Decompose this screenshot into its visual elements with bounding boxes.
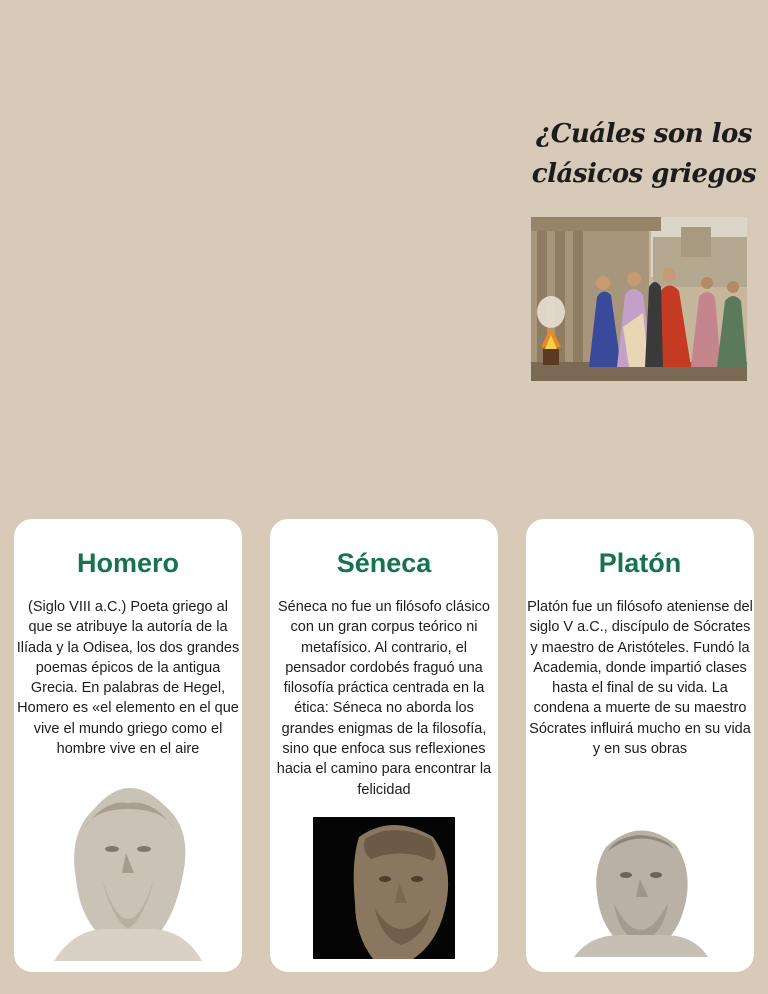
card-text-platon: Platón fue un filósofo ateniense del siglo V a.C., discípulo de Sócrates y maestro de Aristóteles. Fundó la Academia, donde impartió clases hasta el final de su vida. La condena a muerte de su maestro Sócrates influirá mucho en su vida y en sus obras (527, 599, 753, 758)
seneca-bust-image (313, 817, 455, 959)
card-title-platon: Platón (598, 548, 682, 578)
card-platon (526, 519, 754, 972)
card-title-homero: Homero (76, 548, 179, 578)
plato-bust-image (568, 817, 714, 957)
card-text-seneca: Séneca no fue un filósofo clásico con un gran corpus teórico ni metafísico. Al contrario, el pensador cordobés fraguó una filosofía práctica centrada en la ética: Séneca no aborda los grandes enigmas de la filosofía, sino que enfoca sus reflexiones hacia el camino para encontrar la felicidad (276, 599, 492, 798)
card-homero (14, 519, 242, 972)
greek-philosophers-scene-illustration (531, 217, 747, 381)
card-seneca (270, 519, 498, 972)
homer-bust-image (44, 769, 212, 961)
card-title-seneca: Séneca (336, 548, 432, 578)
page-title: ¿Cuáles son los clásicos griegos (531, 119, 757, 189)
card-text-homero: (Siglo VIII a.C.) Poeta griego al que se atribuye la autoría de la Ilíada y la Odisea, los dos grandes poemas épicos de la antigua Grecia. En palabras de Hegel, Homero es «el elemento en el que vive el mundo griego como el hombre vive en el aire (16, 599, 240, 758)
greek-philosophers-scene-image (531, 217, 747, 381)
